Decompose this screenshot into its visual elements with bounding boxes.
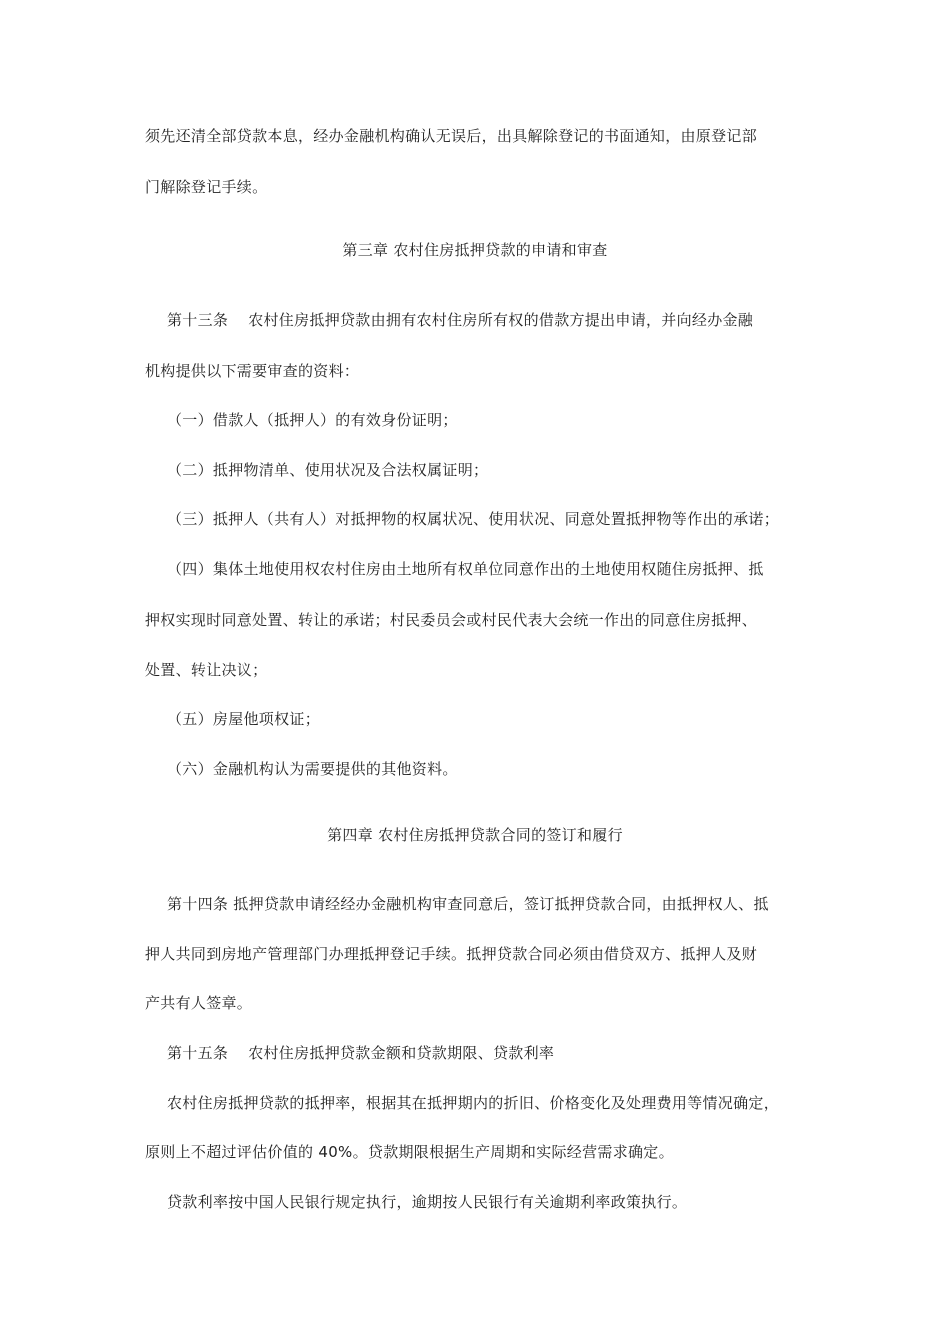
paragraph-line: 农村住房抵押贷款的抵押率，根据其在抵押期内的折旧、价格变化及处理费用等情况确定， (167, 1094, 780, 1112)
article-13-label: 第十三条 (167, 311, 229, 329)
paragraph-line: 原则上不超过评估价值的 40%。贷款期限根据生产周期和实际经营需求确定。 (145, 1143, 674, 1161)
list-item: （四）集体土地使用权农村住房由土地所有权单位同意作出的土地使用权随住房抵押、抵 (167, 560, 764, 578)
article-14-line: 第十四条 抵押贷款申请经经办金融机构审查同意后，签订抵押贷款合同，由抵押权人、抵 (167, 895, 769, 913)
paragraph-line: 贷款利率按中国人民银行规定执行，逾期按人民银行有关逾期利率政策执行。 (167, 1193, 688, 1211)
list-item: （二）抵押物清单、使用状况及合法权属证明； (167, 461, 489, 479)
paragraph-line: 押权实现时同意处置、转让的承诺；村民委员会或村民代表大会统一作出的同意住房抵押、 (145, 611, 758, 629)
article-13-text: 农村住房抵押贷款由拥有农村住房所有权的借款方提出申请，并向经办金融 (248, 311, 754, 329)
article-13-line (167, 310, 753, 330)
article-15-text: 农村住房抵押贷款金额和贷款期限、贷款利率 (248, 1044, 555, 1062)
article-15-label: 第十五条 (167, 1044, 229, 1062)
chapter-heading: 第三章 农村住房抵押贷款的申请和审查 (342, 241, 608, 259)
list-item: （一）借款人（抵押人）的有效身份证明； (167, 411, 458, 429)
paragraph-line: 处置、转让决议； (145, 661, 268, 679)
paragraph-line: 机构提供以下需要审查的资料： (145, 362, 360, 380)
paragraph-line: 门解除登记手续。 (145, 178, 268, 196)
list-item: （五）房屋他项权证； (167, 710, 321, 728)
list-item: （六）金融机构认为需要提供的其他资料。 (167, 760, 458, 778)
paragraph-line: 产共有人签章。 (145, 994, 253, 1012)
list-item: （三）抵押人（共有人）对抵押物的权属状况、使用状况、同意处置抵押物等作出的承诺； (167, 510, 780, 528)
paragraph-line: 须先还清全部贷款本息，经办金融机构确认无误后，出具解除登记的书面通知，由原登记部 (145, 127, 758, 145)
article-15-line (167, 1043, 554, 1063)
paragraph-line: 押人共同到房地产管理部门办理抵押登记手续。抵押贷款合同必须由借贷双方、抵押人及财 (145, 945, 758, 963)
chapter-heading: 第四章 农村住房抵押贷款合同的签订和履行 (327, 826, 623, 844)
